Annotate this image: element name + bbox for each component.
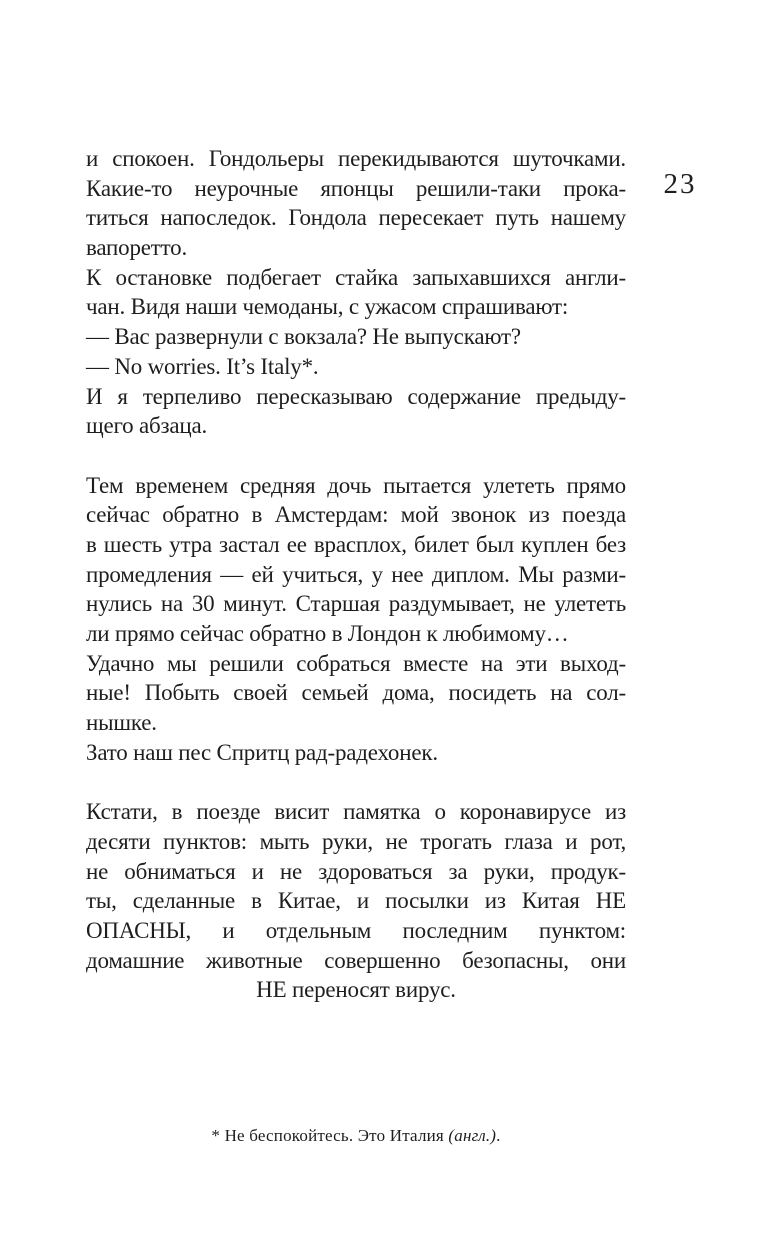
footnote-period: . — [496, 1126, 501, 1145]
blank-line — [86, 441, 626, 471]
text-line: титься напоследок. Гондола пересекает путь нашему — [86, 205, 626, 231]
text-line: ОПАСНЫ, и отдельным последним пунктом: — [86, 917, 626, 943]
footnote-language-note: (англ.) — [448, 1126, 497, 1145]
text-line: — No worries. It’s Italy*. — [86, 353, 319, 379]
text-line: Зато наш пес Спритц рад-радехонек. — [86, 739, 438, 765]
footnote-text: Не беспокойтесь. Это Италия — [224, 1126, 444, 1145]
text-line: — Вас развернули с вокзала? Не выпускают? — [86, 324, 521, 350]
text-line: ли прямо сейчас обратно в Лондон к любимому… — [86, 621, 569, 646]
text-line: Тем временем средняя дочь пытается улететь прямо — [86, 472, 626, 498]
text-line: ные! Побыть своей семьей дома, посидеть на сол- — [86, 680, 626, 706]
text-line: НЕ переносят вирус. — [256, 977, 456, 1003]
text-line: К остановке подбегает стайка запыхавшихся англи- — [86, 264, 626, 290]
text-line: нулись на 30 минут. Старшая раздумывает, не улететь — [86, 591, 626, 617]
text-line: не обниматься и не здороваться за руки, продук- — [86, 858, 626, 884]
text-line: Кстати, в поезде висит памятка о коронавирусе из — [86, 799, 626, 825]
footnote-marker: * — [211, 1126, 221, 1145]
text-line: вапоретто. — [86, 235, 188, 261]
text-line: щего абзаца. — [86, 413, 208, 439]
text-line: в шесть утра застал ее врасплох, билет был куплен без — [86, 531, 626, 557]
text-line: десяти пунктов: мыть руки, не трогать глаза и рот, — [86, 828, 626, 854]
text-line: ты, сделанные в Китае, и посылки из Китая НЕ — [86, 888, 626, 914]
blank-line — [86, 767, 626, 797]
text-line: нышке. — [86, 710, 157, 736]
text-line: промедления — ей учиться, у нее диплом. Мы разми- — [86, 561, 626, 587]
text-column — [86, 144, 626, 1005]
text-line: чан. Видя наши чемоданы, с ужасом спрашивают: — [86, 294, 569, 320]
footnote — [86, 1124, 626, 1148]
page-number: 23 — [663, 168, 697, 200]
text-line: Удачно мы решили собраться вместе на эти выход- — [86, 650, 626, 676]
text-line: сейчас обратно в Амстердам: мой звонок из поезда — [86, 502, 626, 528]
text-line: домашние животные совершенно безопасны, они — [86, 947, 626, 973]
text-line: И я терпеливо пересказываю содержание предыду- — [86, 383, 626, 409]
text-line: и спокоен. Гондольеры перекидываются шуточками. — [86, 146, 626, 171]
text-line: Какие-то неурочные японцы решили-таки прока- — [86, 175, 626, 201]
